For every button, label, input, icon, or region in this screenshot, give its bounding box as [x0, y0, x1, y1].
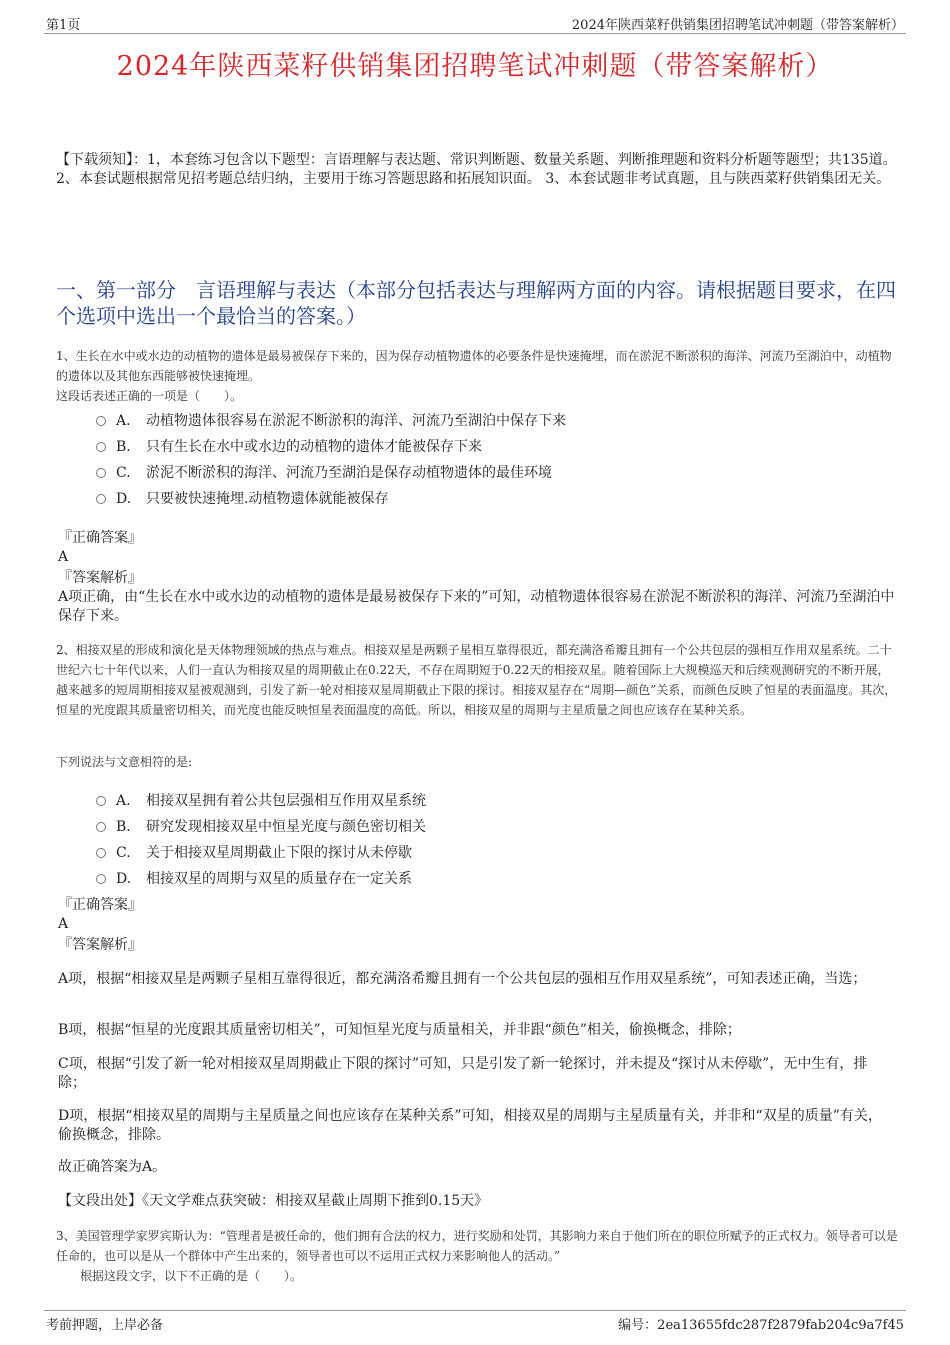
radio-icon[interactable]	[96, 822, 106, 832]
q2-option-a[interactable]: A. 相接双星拥有着公共包层强相互作用双星系统	[96, 790, 426, 810]
q1-option-d[interactable]: D. 只要被快速掩埋.动植物遗体就能被保存	[96, 488, 388, 508]
question-3-stem: 3、美国管理学家罗宾斯认为：“管理者是被任命的，他们拥有合法的权力，进行奖励和处罚，其影响力来自于他们所在的职位所赋予的正式权力。领导者可以是任命的，也可以是从一个群体中产生出来的，领导者也可以不运用正式权力来影响他人的活动。”	[56, 1229, 898, 1263]
radio-icon[interactable]	[96, 494, 106, 504]
q2-option-b[interactable]: B. 研究发现相接双星中恒星光度与颜色密切相关	[96, 816, 426, 836]
page-title: 2024年陕西菜籽供销集团招聘笔试冲刺题（带答案解析）	[116, 51, 834, 82]
q1-option-c[interactable]: C. 淤泥不断淤积的海洋、河流乃至湖泊是保存动植物遗体的最佳环境	[96, 462, 552, 482]
q2-analysis-d: D项，根据“相接双星的周期与主星质量之间也应该存在某种关系”可知，相接双星的周期与主星质量有关，并非和“双星的质量”有关，偷换概念，排除。	[58, 1108, 882, 1143]
q2-analysis-c: C项，根据“引发了新一轮对相接双星周期截止下限的探讨”可知，只是引发了新一轮探讨，并未提及“探讨从未停歇”，无中生有，排除；	[58, 1056, 868, 1091]
radio-icon[interactable]	[96, 468, 106, 478]
question-3-ask: 根据这段文字，以下不正确的是（ ）。	[80, 1269, 303, 1283]
radio-icon[interactable]	[96, 874, 106, 884]
q2-analysis-label: 『答案解析』	[58, 937, 142, 953]
q2-analysis-a: A项，根据“相接双星是两颗子星相互靠得很近，都充满洛希瓣且拥有一个公共包层的强相互作用双星系统”，可知表述正确，当选；	[58, 971, 867, 987]
radio-icon[interactable]	[96, 416, 106, 426]
footer-slogan: 考前押题，上岸必备	[46, 1318, 164, 1333]
section-heading: 一、第一部分 言语理解与表达（本部分包括表达与理解两方面的内容。请根据题目要求，在四个选项中选出一个最恰当的答案。）	[56, 278, 896, 328]
q1-option-b[interactable]: B. 只有生长在水中或水边的动植物的遗体才能被保存下来	[96, 436, 482, 456]
radio-icon[interactable]	[96, 796, 106, 806]
question-1-stem: 1、生长在水中或水边的动植物的遗体是最易被保存下来的，因为保存动植物遗体的必要条件是快速掩埋，而在淤泥不断淤积的海洋、河流乃至湖泊中，动植物的遗体以及其他东西能够被快速掩埋。	[56, 349, 892, 383]
q2-source: 【文段出处】《天文学难点获突破：相接双星截止周期下推到0.15天》	[58, 1193, 489, 1209]
q2-option-d[interactable]: D. 相接双星的周期与双星的质量存在一定关系	[96, 868, 412, 888]
q2-analysis-b: B项，根据“恒星的光度跟其质量密切相关”，可知恒星光度与质量相关，并非跟“颜色”相关，偷换概念，排除；	[58, 1022, 741, 1038]
q1-analysis-label: 『答案解析』	[58, 570, 142, 586]
header-divider	[44, 33, 906, 34]
radio-icon[interactable]	[96, 848, 106, 858]
header-doc-title: 2024年陕西菜籽供销集团招聘笔试冲刺题（带答案解析）	[571, 18, 904, 33]
footer-divider	[44, 1310, 906, 1311]
q1-analysis: A项正确，由“生长在水中或水边的动植物的遗体是最易被保存下来的”可知，动植物遗体很容易在淤泥不断淤积的海洋、河流乃至湖泊中保存下来。	[58, 589, 895, 624]
q1-answer-label: 『正确答案』	[58, 530, 142, 546]
page-number: 第1页	[46, 18, 81, 33]
q1-option-a[interactable]: A. 动植物遗体很容易在淤泥不断淤积的海洋、河流乃至湖泊中保存下来	[96, 410, 566, 430]
q2-answer-label: 『正确答案』	[58, 897, 142, 913]
radio-icon[interactable]	[96, 442, 106, 452]
question-2-ask: 下列说法与文意相符的是:	[56, 755, 193, 769]
q2-conclusion: 故正确答案为A。	[58, 1159, 167, 1175]
download-notice: 【下载须知】：1，本套练习包含以下题型：言语理解与表达题、常识判断题、数量关系题、判断推理题和资料分析题等题型；共135道。 2、本套试题根据常见招考题总结归纳，主要用于练习答题思路和拓展知识面。 3、本套试题非考试真题，且与陕西菜籽供销集团无关。	[56, 152, 897, 187]
footer-doc-id: 编号：2ea13655fdc287f2879fab204c9a7f45	[618, 1318, 904, 1333]
q2-option-c[interactable]: C. 关于相接双星周期截止下限的探讨从未停歇	[96, 842, 412, 862]
q2-answer: A	[58, 916, 69, 932]
question-2-stem: 2、相接双星的形成和演化是天体物理领域的热点与难点。相接双星是两颗子星相互靠得很近，都充满洛希瓣且拥有一个公共包层的强相互作用双星系统。二十世纪六七十年代以来，人们一直认为相接双星的周期截止在0.22天，不存在周期短于0.22天的相接双星。随着国际上大规模巡天和后续观测研究的不断开展，越来越多的短周期相接双星被观测到，引发了新一轮对相接双星周期截止下限的探讨。相接双星存在“周期—颜色”关系，而颜色反映了恒星的表面温度。其次，恒星的光度跟其质量密切相关，而光度也能反映恒星表面温度的高低。所以，相接双星的周期与主星质量之间也应该存在某种关系。	[56, 643, 897, 717]
q1-answer: A	[58, 549, 69, 565]
question-1-ask: 这段话表述正确的一项是（ ）。	[56, 389, 243, 403]
